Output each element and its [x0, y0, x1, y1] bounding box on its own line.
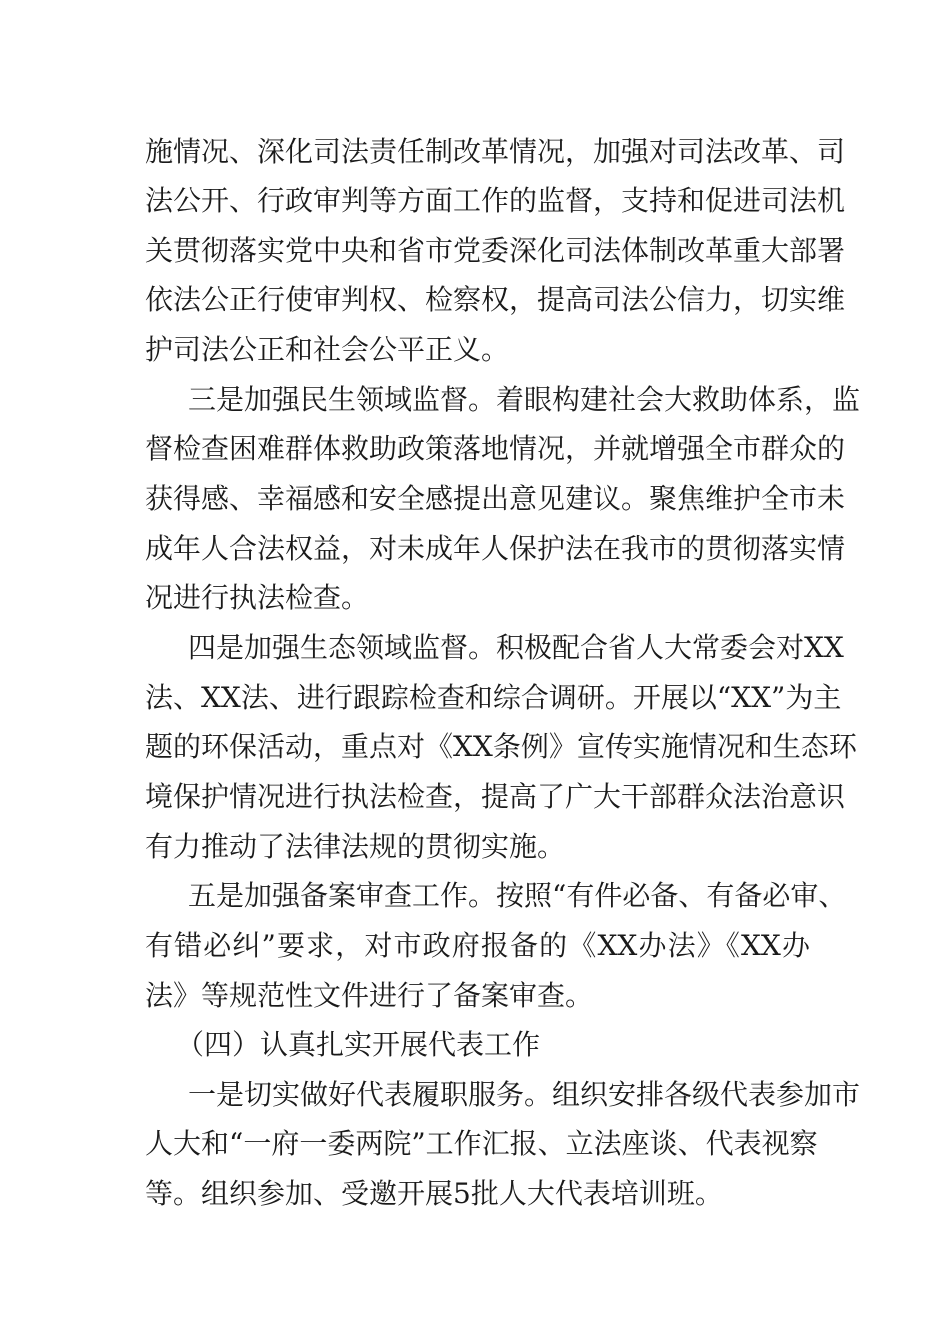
text-line: 督检查困难群体救助政策落地情况，并就增强全市群众的: [145, 432, 846, 465]
text-line: 人大和“一府一委两院”工作汇报、立法座谈、代表视察: [145, 1127, 818, 1160]
text-line: 况进行执法检查。: [145, 581, 370, 614]
text-line: 关贯彻落实党中央和省市党委深化司法体制改革重大部署: [145, 234, 846, 267]
paragraph-start-line: 四是加强生态领域监督。积极配合省人大常委会对XX: [188, 631, 844, 664]
text-line: 境保护情况进行执法检查，提高了广大干部群众法治意识: [145, 780, 846, 813]
section-heading: （四）认真扎实开展代表工作: [176, 1028, 541, 1061]
text-line: 成年人合法权益，对未成年人保护法在我市的贯彻落实情: [145, 532, 846, 565]
text-line: 等。组织参加、受邀开展5批人大代表培训班。: [145, 1177, 723, 1210]
paragraph-start-line: 一是切实做好代表履职服务。组织安排各级代表参加市: [188, 1078, 861, 1111]
paragraph-start-line: 五是加强备案审查工作。按照“有件必备、有备必审、: [188, 879, 847, 912]
text-line: 施情况、深化司法责任制改革情况，加强对司法改革、司: [145, 135, 846, 168]
text-line: 依法公正行使审判权、检察权，提高司法公信力，切实维: [145, 283, 846, 316]
text-line: 法》等规范性文件进行了备案审查。: [145, 979, 594, 1012]
text-line: 护司法公正和社会公平正义。: [145, 333, 510, 366]
text-line: 有力推动了法律法规的贯彻实施。: [145, 830, 566, 863]
text-line: 法公开、行政审判等方面工作的监督，支持和促进司法机: [145, 184, 846, 217]
text-line: 法、XX法、进行跟踪检查和综合调研。开展以“XX”为主: [145, 681, 842, 714]
text-line: 获得感、幸福感和安全感提出意见建议。聚焦维护全市未: [145, 482, 846, 515]
paragraph-start-line: 三是加强民生领域监督。着眼构建社会大救助体系，监: [188, 383, 861, 416]
text-line: 有错必纠”要求，对市政府报备的《XX办法》《XX办: [145, 929, 810, 962]
text-line: 题的环保活动，重点对《XX条例》宣传实施情况和生态环: [145, 730, 857, 763]
